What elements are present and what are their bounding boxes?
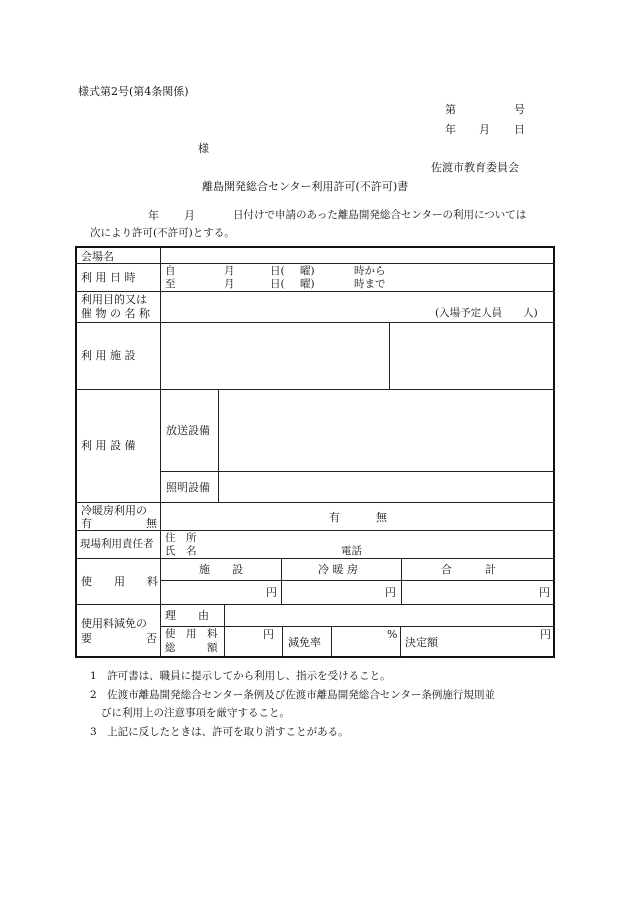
issuer: 佐渡市教育委員会 — [431, 161, 519, 174]
from-month: 月 — [224, 265, 235, 277]
decided-amount-yen: 円 — [540, 628, 551, 641]
document-title: 離島開発総合センター利用許可(不許可)書 — [202, 180, 409, 193]
purpose-label-line1: 利用目的又は — [81, 293, 147, 306]
to-month: 月 — [224, 278, 235, 290]
fee-total-yen: 円 — [263, 628, 274, 641]
cell-line — [224, 604, 225, 657]
aircon-no-option: 無 — [376, 511, 387, 524]
phone-label: 電話 — [341, 545, 362, 557]
fee-col-total: 合 計 — [441, 563, 496, 576]
cell-line — [389, 322, 390, 389]
cell-line — [401, 558, 402, 604]
row-line — [76, 389, 554, 390]
note-2-cont: びに利用上の注意事項を厳守すること。 — [101, 707, 290, 719]
doc-number-suffix: 号 — [514, 103, 525, 116]
decided-amount-label: 決定額 — [405, 636, 438, 649]
facility-label: 利 用 施 設 — [81, 349, 136, 362]
date-day: 日 — [514, 123, 525, 136]
to-suffix: 時まで — [354, 278, 386, 290]
attendance-note: (入場予定人員 人) — [435, 307, 538, 319]
row-line — [76, 291, 554, 292]
reduction-label-required: 要 — [81, 632, 92, 645]
from-weekday: 曜) — [300, 265, 315, 277]
intro-line-1: 日付けで申請のあった離島開発総合センターの利用については — [233, 209, 527, 221]
cell-line — [331, 626, 332, 657]
equipment-label: 利 用 設 備 — [81, 439, 136, 452]
broadcast-label: 放送設備 — [166, 424, 210, 437]
datetime-label: 利 用 日 時 — [81, 271, 136, 284]
label-column-divider — [160, 247, 161, 657]
note-3: 3 上記に反したときは、許可を取り消すことがある。 — [90, 726, 349, 738]
row-line — [76, 558, 554, 559]
fee-col-aircon: 冷 暖 房 — [318, 563, 358, 576]
lighting-label: 照明設備 — [166, 481, 210, 494]
reduction-rate-label: 減免率 — [288, 636, 321, 649]
row-line — [76, 263, 554, 264]
name-label: 氏 名 — [165, 545, 197, 557]
note-2: 2 佐渡市離島開発総合センター条例及び佐渡市離島開発総合センター条例施行規則並 — [90, 689, 495, 701]
intro-line-2: 次により許可(不許可)とする。 — [90, 227, 235, 239]
to-prefix: 至 — [165, 278, 176, 290]
venue-label: 会場名 — [81, 250, 114, 263]
to-weekday: 曜) — [300, 278, 315, 290]
reduction-label-line1: 使用料減免の — [81, 617, 147, 630]
from-suffix: 時から — [354, 265, 386, 277]
intro-year: 年 — [148, 209, 159, 222]
fee-total-label-line1: 使 用 料 — [165, 628, 218, 640]
manager-label: 現場利用責任者 — [80, 538, 154, 550]
cell-line — [400, 626, 401, 657]
aircon-yes-option: 有 — [329, 511, 340, 524]
cell-line — [281, 558, 282, 604]
percent-sign: % — [387, 628, 398, 641]
note-1: 1 許可書は、職員に提示してから利用し、指示を受けること。 — [90, 670, 391, 682]
row-line — [76, 530, 554, 531]
aircon-label-yes: 有 — [81, 517, 92, 530]
purpose-label-line2: 催 物 の 名 称 — [81, 307, 150, 320]
reason-label: 理 由 — [165, 609, 209, 622]
cell-line — [218, 389, 219, 502]
date-year: 年 — [445, 123, 456, 136]
from-prefix: 自 — [165, 265, 176, 277]
fee-aircon-yen: 円 — [385, 586, 396, 599]
fee-total-yen: 円 — [539, 586, 550, 599]
fee-total-label-line2: 総 額 — [165, 642, 218, 654]
addressee-suffix: 様 — [198, 142, 209, 155]
address-label: 住 所 — [165, 532, 197, 544]
aircon-label-line1: 冷暖房利用の — [81, 504, 147, 517]
date-month: 月 — [479, 123, 490, 136]
row-line — [76, 604, 554, 605]
fee-facility-yen: 円 — [266, 586, 277, 599]
row-line — [160, 471, 554, 472]
from-day: 日( — [270, 265, 285, 277]
form-number: 様式第2号(第4条関係) — [78, 85, 189, 98]
intro-month: 月 — [184, 209, 195, 222]
row-line — [76, 322, 554, 323]
reduction-label-not: 否 — [146, 632, 157, 645]
fee-label: 使 用 料 — [81, 575, 158, 588]
row-line — [160, 580, 554, 581]
row-line — [76, 502, 554, 503]
doc-number-prefix: 第 — [445, 103, 456, 116]
to-day: 日( — [270, 278, 285, 290]
aircon-label-no: 無 — [146, 517, 157, 530]
fee-col-facility: 施 設 — [199, 563, 243, 576]
cell-line — [282, 626, 283, 657]
row-line — [160, 626, 554, 627]
